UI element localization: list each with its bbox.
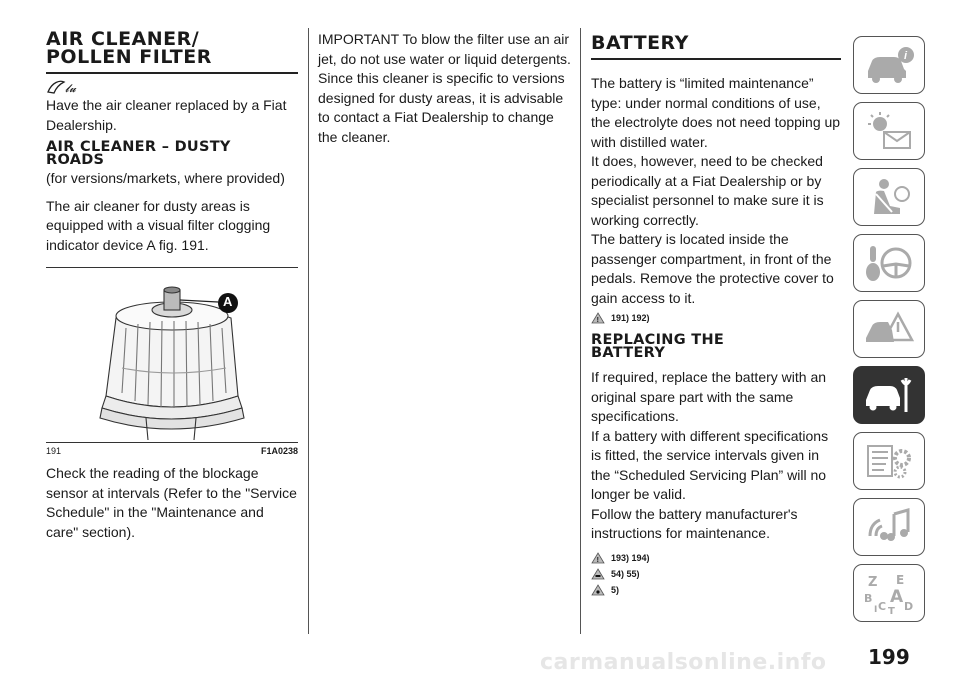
tab-lights-messages[interactable] (853, 102, 925, 160)
subtitle-dusty-roads (46, 141, 298, 167)
subtitle-line-2: BATTERY (591, 345, 666, 361)
subtitle-line-1: REPLACING THE (591, 332, 725, 348)
tab-emergency[interactable] (853, 300, 925, 358)
reference-193-194 (591, 552, 841, 564)
specifications-gear-icon (862, 440, 916, 482)
svg-text:Z: Z (868, 575, 878, 590)
svg-text:D: D (904, 600, 914, 613)
paragraph-indicator: The air cleaner for dusty areas is equipped with a visual filter clogging indicator device A fig. 191. (46, 197, 271, 253)
alphabet-index-icon (862, 572, 916, 614)
svg-text:!: ! (596, 556, 599, 564)
car-info-icon (862, 45, 916, 85)
paragraph-different-specs: If a battery with different specifications is fitted, the service intervals given in the “Scheduled Servicing Plan” will no longer be valid. (591, 427, 829, 502)
tab-maintenance[interactable] (853, 366, 925, 424)
title-line-2: POLLEN FILTER (46, 46, 212, 68)
paragraph-battery-type: The battery is “limited maintenance” type: under normal conditions of use, the electrolyte does not need topping up with distilled water. (591, 75, 841, 150)
svg-text:A: A (890, 587, 904, 607)
car-wrench-icon (862, 374, 916, 416)
reference-5 (591, 584, 841, 596)
tab-index[interactable] (853, 564, 925, 622)
paragraph-replace-battery: If required, replace the battery with an original spare part with the same specifications. (591, 369, 827, 424)
tab-safety[interactable] (853, 168, 925, 226)
title-line-1: AIR CLEANER/ (46, 28, 200, 50)
footer-watermark[interactable]: carmanualsonline.info (540, 650, 827, 675)
svg-text:B: B (864, 592, 873, 605)
column-2 (318, 30, 573, 147)
figure-caption (46, 446, 298, 456)
column-divider-1 (308, 28, 309, 634)
svg-text:C: C (878, 600, 887, 613)
paragraph-battery-check: It does, however, need to be checked periodically at a Fiat Dealership or by specialist personnel to make sure it is working correctly. (591, 153, 824, 228)
paragraph-replace-cleaner: Have the air cleaner replaced by a Fiat Dealership. (46, 97, 287, 133)
subtitle-replacing-battery (591, 334, 841, 360)
tab-knowing-car[interactable] (853, 36, 925, 94)
section-title-battery: BATTERY (591, 30, 841, 60)
chapter-tabs (853, 36, 925, 630)
subtitle-line-1: AIR CLEANER – DUSTY (46, 139, 231, 155)
svg-text:E: E (896, 573, 905, 587)
svg-text:𝓵𝓾: 𝓵𝓾 (65, 82, 76, 95)
radio-music-icon (862, 506, 916, 548)
tab-multimedia[interactable] (853, 498, 925, 556)
svg-text:I: I (874, 605, 878, 614)
figure-number: 191 (46, 446, 62, 456)
column-divider-2 (580, 28, 581, 634)
svg-text:T: T (888, 606, 895, 614)
section-title-air-cleaner (46, 30, 298, 74)
paragraph-versions: (for versions/markets, where provided) (46, 170, 285, 186)
figure-191 (46, 267, 298, 443)
reference-text: 193) 194) (611, 552, 650, 563)
column-3 (591, 30, 841, 596)
warning-triangle-icon (591, 312, 605, 324)
lights-message-icon (862, 110, 916, 152)
reference-text: 191) 192) (611, 313, 650, 323)
svg-text:!: ! (596, 317, 599, 324)
paragraph-follow-instructions: Follow the battery manufacturer's instructions for maintenance. (591, 505, 798, 541)
paragraph-important: IMPORTANT To blow the filter use an air jet, do not use water or liquid detergents. Since this cleaner is specific to versions designed for dusty areas, it is advisable to contact a Fiat Dealership to change the cleaner. (318, 31, 571, 145)
column-1 (46, 30, 298, 542)
tab-technical-specs[interactable] (853, 432, 925, 490)
reference-text: 54) 55) (611, 568, 640, 579)
svg-text:i: i (904, 50, 908, 62)
subtitle-line-2: ROADS (46, 152, 105, 168)
page-number: 199 (868, 645, 910, 669)
environment-icon (591, 584, 605, 596)
caution-car-icon (591, 568, 605, 580)
accident-warning-icon (862, 308, 916, 350)
eco-leaf-icon (46, 78, 298, 96)
tab-starting-driving[interactable] (853, 234, 925, 292)
figure-label-a: A (223, 294, 233, 309)
seat-airbag-icon (862, 176, 916, 218)
key-steering-icon (862, 242, 916, 284)
reference-191-192 (591, 312, 841, 324)
figure-code: F1A0238 (260, 446, 298, 456)
paragraph-battery-location: The battery is located inside the passenger compartment, in front of the pedals. Remove the protective cover to gain access to it. (591, 231, 834, 306)
air-filter-illustration (46, 268, 298, 442)
paragraph-check-reading: Check the reading of the blockage sensor at intervals (Refer to the "Service Schedule" in the "Maintenance and care" section). (46, 465, 297, 540)
warning-triangle-icon (591, 552, 605, 564)
reference-54-55 (591, 568, 841, 580)
reference-text: 5) (611, 584, 620, 595)
